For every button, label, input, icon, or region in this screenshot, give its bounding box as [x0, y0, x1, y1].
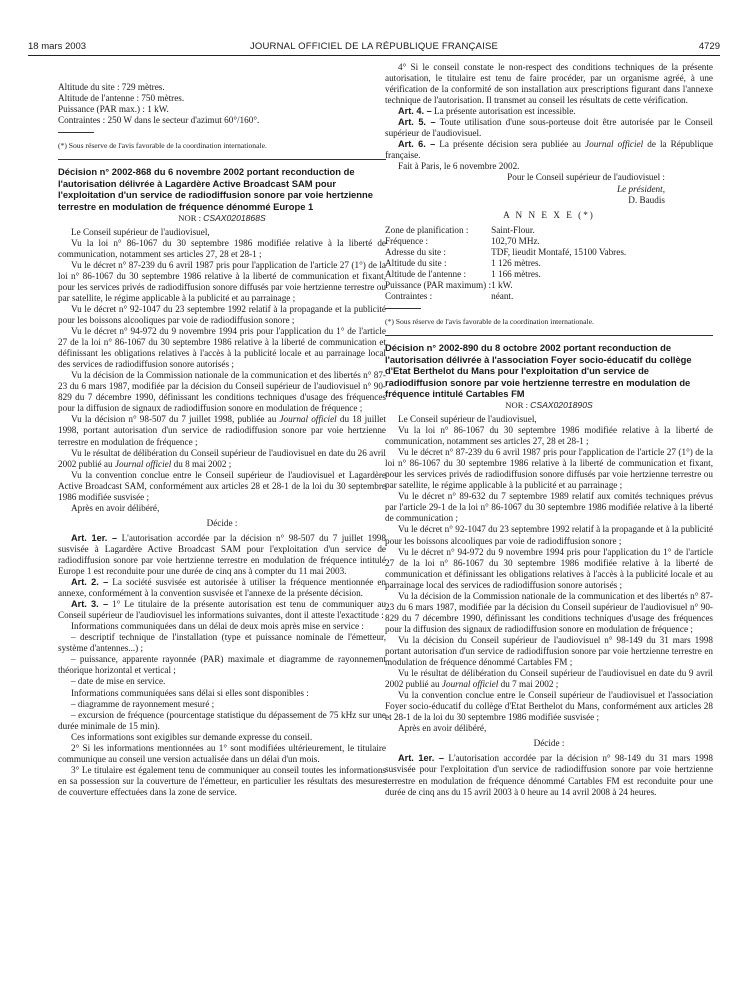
- text-run: du 7 mai 2002 ;: [498, 679, 559, 690]
- tech-line: Altitude du site : 729 mètres.: [58, 82, 165, 92]
- annexe-row: [385, 269, 626, 280]
- paragraph: 4° Si le conseil constate le non-respect des conditions techniques de la présente autorisation, le titulaire est tenu de faire procéder, par un organisme agréé, à une vérification de la conformité de son installation aux prescriptions figurant dans l'annexe technique de l'autorisation. Il transmet au conseil les résultats de cette vérification.: [385, 62, 713, 106]
- annexe-key: Puissance (PAR maximum) :: [385, 279, 492, 290]
- decision-title: Décision n° 2002-890 du 8 octobre 2002 portant reconduction de l'autorisation délivrée à l'association Foyer socio-éducatif du collège d'Etat Berthelot du Mans pour l'exploitation d'un service de radiodiffusion sonore par voie hertzienne terrestre en modulation de fréquence intitulé Cartables FM: [385, 341, 692, 400]
- journal-ref: Journal officiel: [585, 139, 644, 150]
- right-column: [385, 62, 713, 798]
- journal-ref: Journal officiel: [441, 679, 499, 690]
- annexe-row: [385, 225, 626, 236]
- annexe-row: [385, 247, 626, 258]
- paragraph: Vu la décision du Conseil supérieur de l'audiovisuel n° 98-149 du 31 mars 1998 portant autorisation d'un service de radiodiffusion sonore par voie hertzienne terrestre en modulation de fréquence dénommé Cartables FM ;: [385, 634, 713, 668]
- article-label: Art. 6. –: [398, 139, 436, 150]
- nor-line: [385, 400, 713, 411]
- text-run: du 8 mai 2002 ;: [171, 458, 232, 469]
- annexe-key: Contraintes :: [385, 290, 433, 301]
- decision-title: Décision n° 2002-868 du 6 novembre 2002 portant reconduction de l'autorisation délivrée à Lagardère Active Broadcast SAM pour l'exploitation d'un service de radiodiffusion sonore par voie hertzienne terrestre en modulation de fréquence dénommé Europe 1: [58, 166, 373, 212]
- article-text: L'autorisation accordée par la décision n° 98-507 du 7 juillet 1998 susvisée à Lagardère Active Broadcast SAM pour l'exploitation d'un service de radiodiffusion sonore par voie hertzienne terrestre en modulation de fréquence intitulé Europe 1 est reconduite pour une durée de cinq ans à compter du 11 mai 2003.: [58, 532, 386, 577]
- paragraph: Vu le décret n° 94-972 du 9 novembre 1994 pris pour l'application du 1° de l'article 27 de la loi n° 86-1067 du 30 septembre 1986 relative à la liberté de communication et définissant les obligations relatives à l'accès à la publicité locale et au parrainage local des services de radiodiffusion sonore autorisés ;: [58, 326, 386, 370]
- article-label: Art. 1er. –: [71, 532, 118, 543]
- annexe-value: TDF, lieudit Montafé, 15100 Vabres.: [491, 246, 627, 257]
- annexe-row: [385, 258, 626, 269]
- separator: [385, 335, 713, 336]
- paragraph: Vu la décision de la Commission nationale de la communication et des libertés n° 87-23 du 6 mars 1987, modifiée par la décision du Conseil supérieur de l'audiovisuel n° 90-829 du 7 décembre 1990, définissant les conditions techniques d'usage des fréquences pour la diffusion des signaux de radiodiffusion sonore en modulation de fréquence ;: [385, 590, 713, 634]
- annexe-row: [385, 280, 626, 291]
- annexe-key: Fréquence :: [385, 235, 429, 246]
- article-text: La présente décision sera publiée au: [435, 139, 586, 150]
- annexe-row: [385, 236, 626, 247]
- paragraph: Après en avoir délibéré,: [71, 502, 160, 513]
- list-item: – date de mise en service.: [71, 676, 166, 687]
- left-column: [58, 82, 386, 798]
- paragraph: Le Conseil supérieur de l'audiovisuel,: [398, 414, 537, 424]
- paragraph: [58, 414, 386, 447]
- footnote: (*) Sous réserve de l'avis favorable de la coordination internationale.: [385, 316, 594, 326]
- text-run: Vu le résultat de délibération du Conseil supérieur de l'audiovisuel en date du 26 avril 2002 publié au: [58, 447, 386, 469]
- article: [58, 533, 386, 577]
- paragraph: Vu le décret n° 89-632 du 7 septembre 1989 relatif aux comités techniques prévus par l'article 29-1 de la loi n° 86-1067 du 30 septembre 1986 modifiée relative à la liberté de communication ;: [385, 491, 713, 524]
- tech-line: Contraintes : 250 W dans le secteur d'azimut 60°/160°.: [58, 115, 260, 126]
- paragraph: Informations communiquées sans délai si elles sont disponibles :: [71, 687, 309, 698]
- header-date: 18 mars 2003: [28, 41, 87, 52]
- article: [385, 106, 713, 117]
- paragraph: Vu le décret n° 92-1047 du 23 septembre 1992 relatif à la propagande et la publicité pour les boissons alcooliques par voie de radiodiffusion sonore ;: [58, 303, 386, 325]
- journal-ref: Journal officiel: [114, 458, 172, 469]
- decide-heading: Décide :: [206, 517, 238, 528]
- paragraph: Vu le décret n° 92-1047 du 23 septembre 1992 relatif à la propagande et à la publicité pour les boissons alcooliques par voie de radiodiffusion sonore ;: [385, 524, 713, 546]
- journal-title: JOURNAL OFFICIEL DE LA RÉPUBLIQUE FRANÇAISE: [249, 41, 499, 52]
- tech-line: Puissance (PAR max.) : 1 kW.: [58, 104, 169, 115]
- separator: [58, 132, 94, 133]
- article-label: Art. 5. –: [398, 117, 436, 128]
- annexe-title: A N N E X E (*): [503, 209, 595, 220]
- annexe-key: Altitude de l'antenne :: [385, 268, 467, 279]
- annexe-key: Zone de planification :: [385, 224, 469, 235]
- article: [385, 139, 713, 161]
- article: [385, 753, 713, 797]
- paragraph: 2° Si les informations mentionnées au 1° sont modifiées ultérieurement, le titulaire communique au conseil une version actualisée dans un délai d'un mois.: [58, 742, 386, 764]
- paragraph: 3° Le titulaire est également tenu de communiquer au conseil toutes les informations en sa possession sur la couverture de l'émetteur, en particulier les résultats des mesures de couverture effectuées dans la zone de service.: [58, 764, 386, 797]
- paragraph: Après en avoir délibéré,: [398, 723, 487, 734]
- page-number: 4729: [698, 41, 720, 52]
- nor-prefix: NOR :: [178, 212, 201, 223]
- separator: [385, 308, 421, 309]
- header-rule: [28, 55, 720, 56]
- paragraph: Le Conseil supérieur de l'audiovisuel,: [71, 226, 210, 237]
- nor-prefix: NOR :: [505, 399, 528, 410]
- paragraph: Informations communiquées dans un délai de deux mois après mise en service :: [71, 621, 364, 632]
- article: [58, 577, 386, 599]
- paragraph: Vu la loi n° 86-1067 du 30 septembre 1986 modifiée relative à la liberté de communication, notamment ses articles 27, 28 et 28-1 ;: [58, 237, 386, 259]
- paragraph: Vu la convention conclue entre le Conseil supérieur de l'audiovisuel et l'association Foyer socio-éducatif du collège d'Etat Berthelot du Mans, conformément aux articles 28 et 28-1 de la loi du 30 septembre 1986 modifiée susvisée ;: [385, 690, 713, 723]
- annexe-value: 1 kW.: [491, 279, 513, 290]
- list-item: – puissance, apparente rayonnée (PAR) maximale et diagramme de rayonnement théorique horizontal et vertical ;: [58, 654, 386, 676]
- article-text: La présente autorisation est incessible.: [431, 106, 576, 117]
- paragraph: Vu la loi n° 86-1067 du 30 septembre 1986 modifiée relative à la liberté de communication, notamment ses articles 27, 28 et 28-1 ;: [385, 425, 713, 447]
- paragraph: Ces informations sont exigibles sur demande expresse du conseil.: [71, 731, 313, 742]
- article-text: La société susvisée est autorisée à utiliser la fréquence mentionnée en annexe, conformément à la convention susvisée et l'annexe de la présente décision.: [58, 577, 386, 599]
- paragraph: Vu le décret n° 94-972 du 9 novembre 1994 pris pour l'application du 1° de l'article 27 de la loi n° 86-1067 du 30 septembre 1986 modifiée relative à la liberté de communication et définissant les obligations relatives à l'accès à la publicité locale et au parrainage local des services de radiodiffusion sonore autorisés ;: [385, 546, 713, 590]
- running-header: [28, 41, 720, 55]
- annexe-value: Saint-Flour.: [491, 224, 535, 235]
- article-text: Toute utilisation d'une sous-porteuse doit être autorisée par le Conseil supérieur de l'audiovisuel.: [385, 117, 713, 139]
- annexe-value: 102,70 MHz.: [491, 235, 540, 246]
- decide-heading: Décide :: [533, 738, 565, 749]
- paragraph: [385, 668, 713, 690]
- article-label: Art. 3. –: [71, 599, 109, 610]
- article-label: Art. 4. –: [398, 106, 432, 117]
- nor-code: CSAX0201868S: [203, 212, 266, 223]
- text-run: Vu la décision n° 98-507 du 7 juillet 1998, publiée au: [71, 414, 280, 425]
- paragraph: [58, 448, 386, 470]
- annexe-table: [385, 225, 626, 302]
- paragraph: Vu le décret n° 87-239 du 6 avril 1987 pris pour l'application de l'article 27 (1°) de la loi n° 86-1067 du 30 septembre 1986 relative à la liberté de communication et fixant, pour les services privés de radiodiffusion sonore diffusés par voie hertzienne terrestre ou par satellite, le régime applicable à la publicité et au parrainage ;: [58, 259, 386, 303]
- annexe-value: néant.: [491, 290, 514, 301]
- paragraph: Vu la convention conclue entre le Conseil supérieur de l'audiovisuel et Lagardère Active Broadcast SAM, conformément aux articles 28 et 28-1 de la loi du 30 septembre 1986 modifiée susvisée ;: [58, 469, 386, 502]
- annexe-value: 1 126 mètres.: [491, 257, 541, 268]
- article: [385, 117, 713, 139]
- tech-line: Altitude de l'antenne : 750 mètres.: [58, 93, 185, 104]
- annexe-key: Adresse du site :: [385, 246, 446, 257]
- article-text: de la République française.: [385, 139, 714, 161]
- fait-line: Fait à Paris, le 6 novembre 2002.: [398, 161, 520, 172]
- paragraph: Vu la décision de la Commission nationale de la communication et des libertés n° 87-23 du 6 mars 1987, modifiée par la décision du Conseil supérieur de l'audiovisuel n° 90-829 du 7 décembre 1990, définissant les conditions techniques d'usage des fréquences pour la diffusion de signaux de radiodiffusion sonore en modulation de fréquence ;: [58, 370, 386, 414]
- footnote: (*) Sous réserve de l'avis favorable de la coordination internationale.: [58, 141, 267, 151]
- article-label: Art. 1er. –: [398, 753, 444, 764]
- text-run: Vu le résultat de délibération du Conseil supérieur de l'audiovisuel en date du 9 avril 2002 publié au: [385, 668, 713, 690]
- annexe-value: 1 166 mètres.: [491, 268, 541, 279]
- article: [58, 599, 386, 621]
- article-text: L'autorisation accordée par la décision n° 98-149 du 31 mars 1998 susvisée pour l'exploitation d'un service de radiodiffusion sonore par voie hertzienne terrestre en modulation de fréquence dénommé Cartables FM est reconduite pour une durée de cinq ans du 15 avril 2003 à 0 heure au 14 avril 2008 à 24 heures.: [385, 753, 713, 797]
- list-item: – diagramme de rayonnement mesuré ;: [71, 698, 215, 709]
- article-text: 1° Le titulaire de la présente autorisation est tenu de communiquer au Conseil supérieur de l'audiovisuel les informations suivantes, dont il atteste l'exactitude :: [58, 599, 386, 621]
- separator: [58, 159, 386, 160]
- nor-line: [58, 213, 386, 224]
- text-run: du 18 juillet 1998, portant autorisation d'un service de radiodiffusion sonore par voie hertzienne terrestre en modulation de fréquence ;: [58, 414, 386, 447]
- list-item: – descriptif technique de l'installation (type et puissance nominale de l'émetteur, système d'antennes...) ;: [58, 632, 386, 654]
- list-item: – excursion de fréquence (pourcentage statistique du dépassement de 75 kHz sur une durée minimale de 15 min).: [58, 709, 386, 731]
- annexe-row: [385, 291, 626, 302]
- signature-for: Pour le Conseil supérieur de l'audiovisuel :: [507, 172, 665, 183]
- journal-ref: Journal officiel: [279, 414, 337, 425]
- paragraph: Vu le décret n° 87-239 du 6 avril 1987 pris pour l'application de l'article 27 (1°) de la loi n° 86-1067 du 30 septembre 1986 relative à la liberté de communication et fixant, pour les services privés de radiodiffusion sonore diffusés par voie hertzienne terrestre ou par satellite, le régime applicable à la publicité et au parrainage ;: [385, 447, 713, 491]
- article-label: Art. 2. –: [71, 577, 109, 588]
- signature-role: Le président,: [617, 183, 665, 194]
- annexe-key: Altitude du site :: [385, 257, 447, 268]
- signature-name: D. Baudis: [628, 194, 665, 205]
- nor-code: CSAX0201890S: [530, 399, 593, 410]
